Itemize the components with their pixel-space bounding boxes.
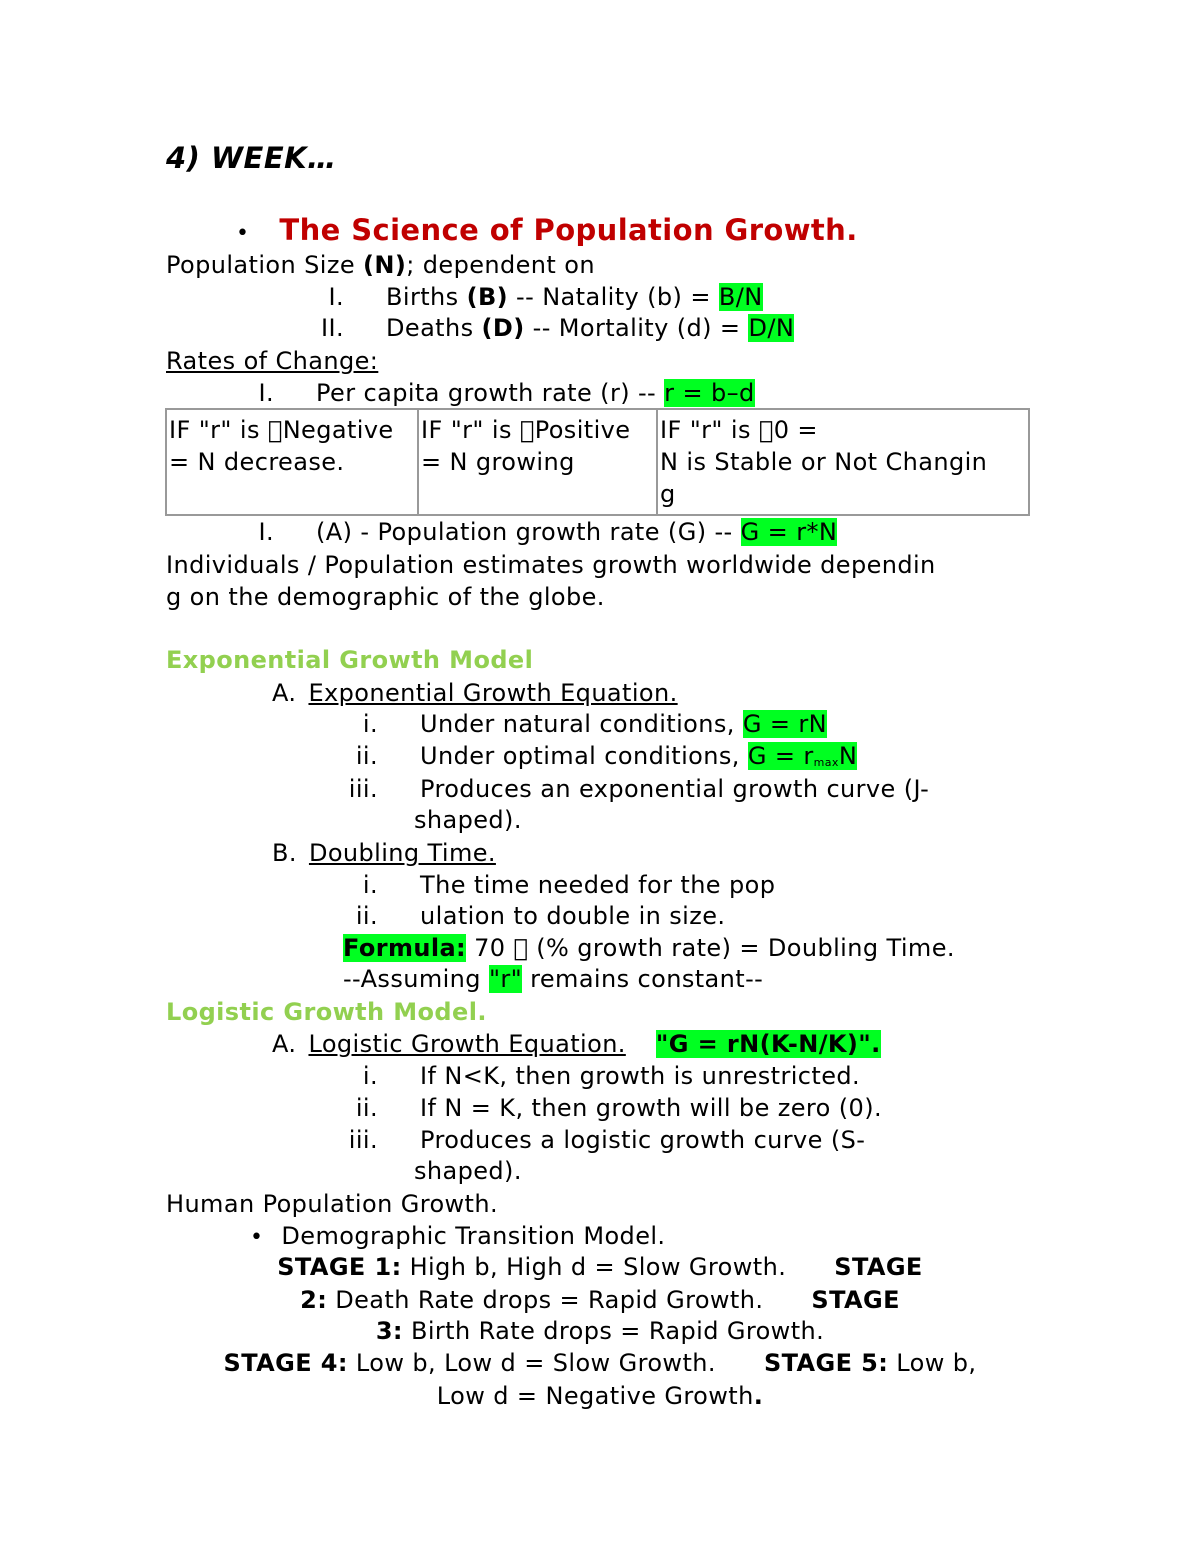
cell-text: N is Stable or Not Changin [660,448,988,476]
subheading: Doubling Time. [308,839,496,867]
doubling-formula-line [343,932,955,964]
cell-text: IF "r" is 0 = [660,416,804,444]
cell-text: IF "r" is Positive [421,416,616,444]
list-number: I. [258,379,274,407]
highlighted-formula: G = r*N [740,518,838,546]
list-item [330,869,775,901]
stage-label: 2: [300,1286,328,1314]
births-line [300,281,763,313]
highlighted-formula [748,742,857,770]
stage-label: STAGE 5: [763,1349,889,1377]
highlighted-formula: B/N [718,283,763,311]
rates-heading: Rates of Change: [166,347,379,375]
stage-label: STAGE 1: [277,1253,402,1281]
stage-label: STAGE [811,1286,900,1314]
cell-text: IF "r" is Negative [169,416,379,444]
list-number: iii. [348,775,378,803]
cell-text: = N growing [421,448,575,476]
exponential-heading: Exponential Growth Model [166,646,534,674]
list-letter: B. [272,839,297,867]
text: Low b, [888,1349,977,1377]
list-number: ii. [355,1094,378,1122]
highlighted-formula: G = rN [742,710,828,738]
table-cell [657,409,1029,515]
exponential-b-line [272,837,496,869]
stage-label: STAGE 4: [223,1349,348,1377]
text: N [838,742,858,770]
subheading: Logistic Growth Equation. [308,1030,626,1058]
list-letter: A. [272,679,297,707]
text-bold: . [753,1382,764,1410]
list-number: i. [362,710,378,738]
population-growth-line [230,516,837,548]
text: Produces a logistic growth curve (S- [420,1126,866,1154]
per-capita-line [230,377,755,409]
bullet: • [250,1225,264,1250]
population-size-line [166,249,595,281]
list-number: i. [362,871,378,899]
stage-label: STAGE [834,1253,923,1281]
stage-line [0,1347,1200,1379]
deaths-line [300,312,794,344]
r-conditions-table [165,408,1030,516]
text: --Assuming [343,965,489,993]
text: High b, High d = Slow Growth. [401,1253,787,1281]
text: Population Size [166,251,364,279]
list-number: I. [258,518,274,546]
dtm-bullet-line [250,1220,665,1254]
text: Under optimal conditions, [420,742,748,770]
text: Low d = Negative Growth [436,1382,754,1410]
text: ulation to double in size. [420,902,726,930]
text: Low b, Low d = Slow Growth. [347,1349,716,1377]
text: -- Natality (b) = [508,283,719,311]
text: Births [386,283,467,311]
section-heading: The Science of Population Growth. [279,213,858,247]
text: Deaths [386,314,482,342]
list-item [330,708,827,740]
text: ; dependent on [406,251,595,279]
subheading: Exponential Growth Equation. [308,679,678,707]
stage-line [0,1284,1200,1316]
text: Death Rate drops = Rapid Growth. [327,1286,764,1314]
list-number: ii. [355,902,378,930]
stage-line [0,1251,1200,1283]
assuming-line [343,963,763,995]
text: If N<K, then growth is unrestricted. [420,1062,861,1090]
list-item-continuation: shaped). [414,806,522,834]
text: -- Mortality (d) = [524,314,749,342]
highlighted-formula: "G = rN(K-N/K)". [655,1030,881,1058]
text: G = r [747,742,814,770]
text: Produces an exponential growth curve (J- [420,775,930,803]
list-item [330,773,929,805]
text: Birth Rate drops = Rapid Growth. [402,1317,825,1345]
section-heading-row [236,214,858,250]
list-item-continuation: shaped). [414,1157,522,1185]
cell-text: g [660,480,676,508]
cell-text: = N decrease. [169,448,345,476]
table-cell [418,409,657,515]
text: The time needed for the pop [420,871,776,899]
list-number: I. [328,283,344,311]
text: Per capita growth rate (r) -- [316,379,665,407]
list-item [330,1060,860,1092]
paragraph-line: g on the demographic of the globe. [166,583,605,611]
subscript: max [813,756,839,769]
exponential-a-line [272,677,678,709]
logistic-a-line [272,1028,881,1060]
stage-line [0,1380,1200,1412]
text-bold: (B) [466,283,509,311]
paragraph-line: Individuals / Population estimates growth worldwide dependin [166,551,936,579]
stage-line [0,1315,1200,1347]
text: If N = K, then growth will be zero (0). [420,1094,882,1122]
table-row [166,409,1029,515]
list-number: iii. [348,1126,378,1154]
text: Under natural conditions, [420,710,743,738]
highlighted-formula: D/N [748,314,795,342]
page-title: 4) WEEK… [166,141,337,175]
highlighted-formula: "r" [488,965,523,993]
list-item [330,1124,865,1156]
list-number: i. [362,1062,378,1090]
text: remains constant-- [522,965,764,993]
stage-label: 3: [375,1317,403,1345]
text: 70 (% growth rate) = Doubling Time. [466,934,933,962]
highlighted-formula: r = b–d [664,379,755,407]
text-bold: (N) [363,251,407,279]
list-item [330,900,725,932]
human-heading: Human Population Growth. [166,1190,499,1218]
text: Demographic Transition Model. [281,1222,666,1250]
list-item [330,1092,882,1124]
text: (A) - Population growth rate (G) -- [316,518,741,546]
list-letter: A. [272,1030,297,1058]
list-number: ii. [355,742,378,770]
table-cell [166,409,418,515]
bullet: • [236,221,250,246]
logistic-heading: Logistic Growth Model. [166,998,487,1026]
text-bold: (D) [481,314,525,342]
list-number: II. [321,314,344,342]
formula-label: Formula: [343,934,467,962]
